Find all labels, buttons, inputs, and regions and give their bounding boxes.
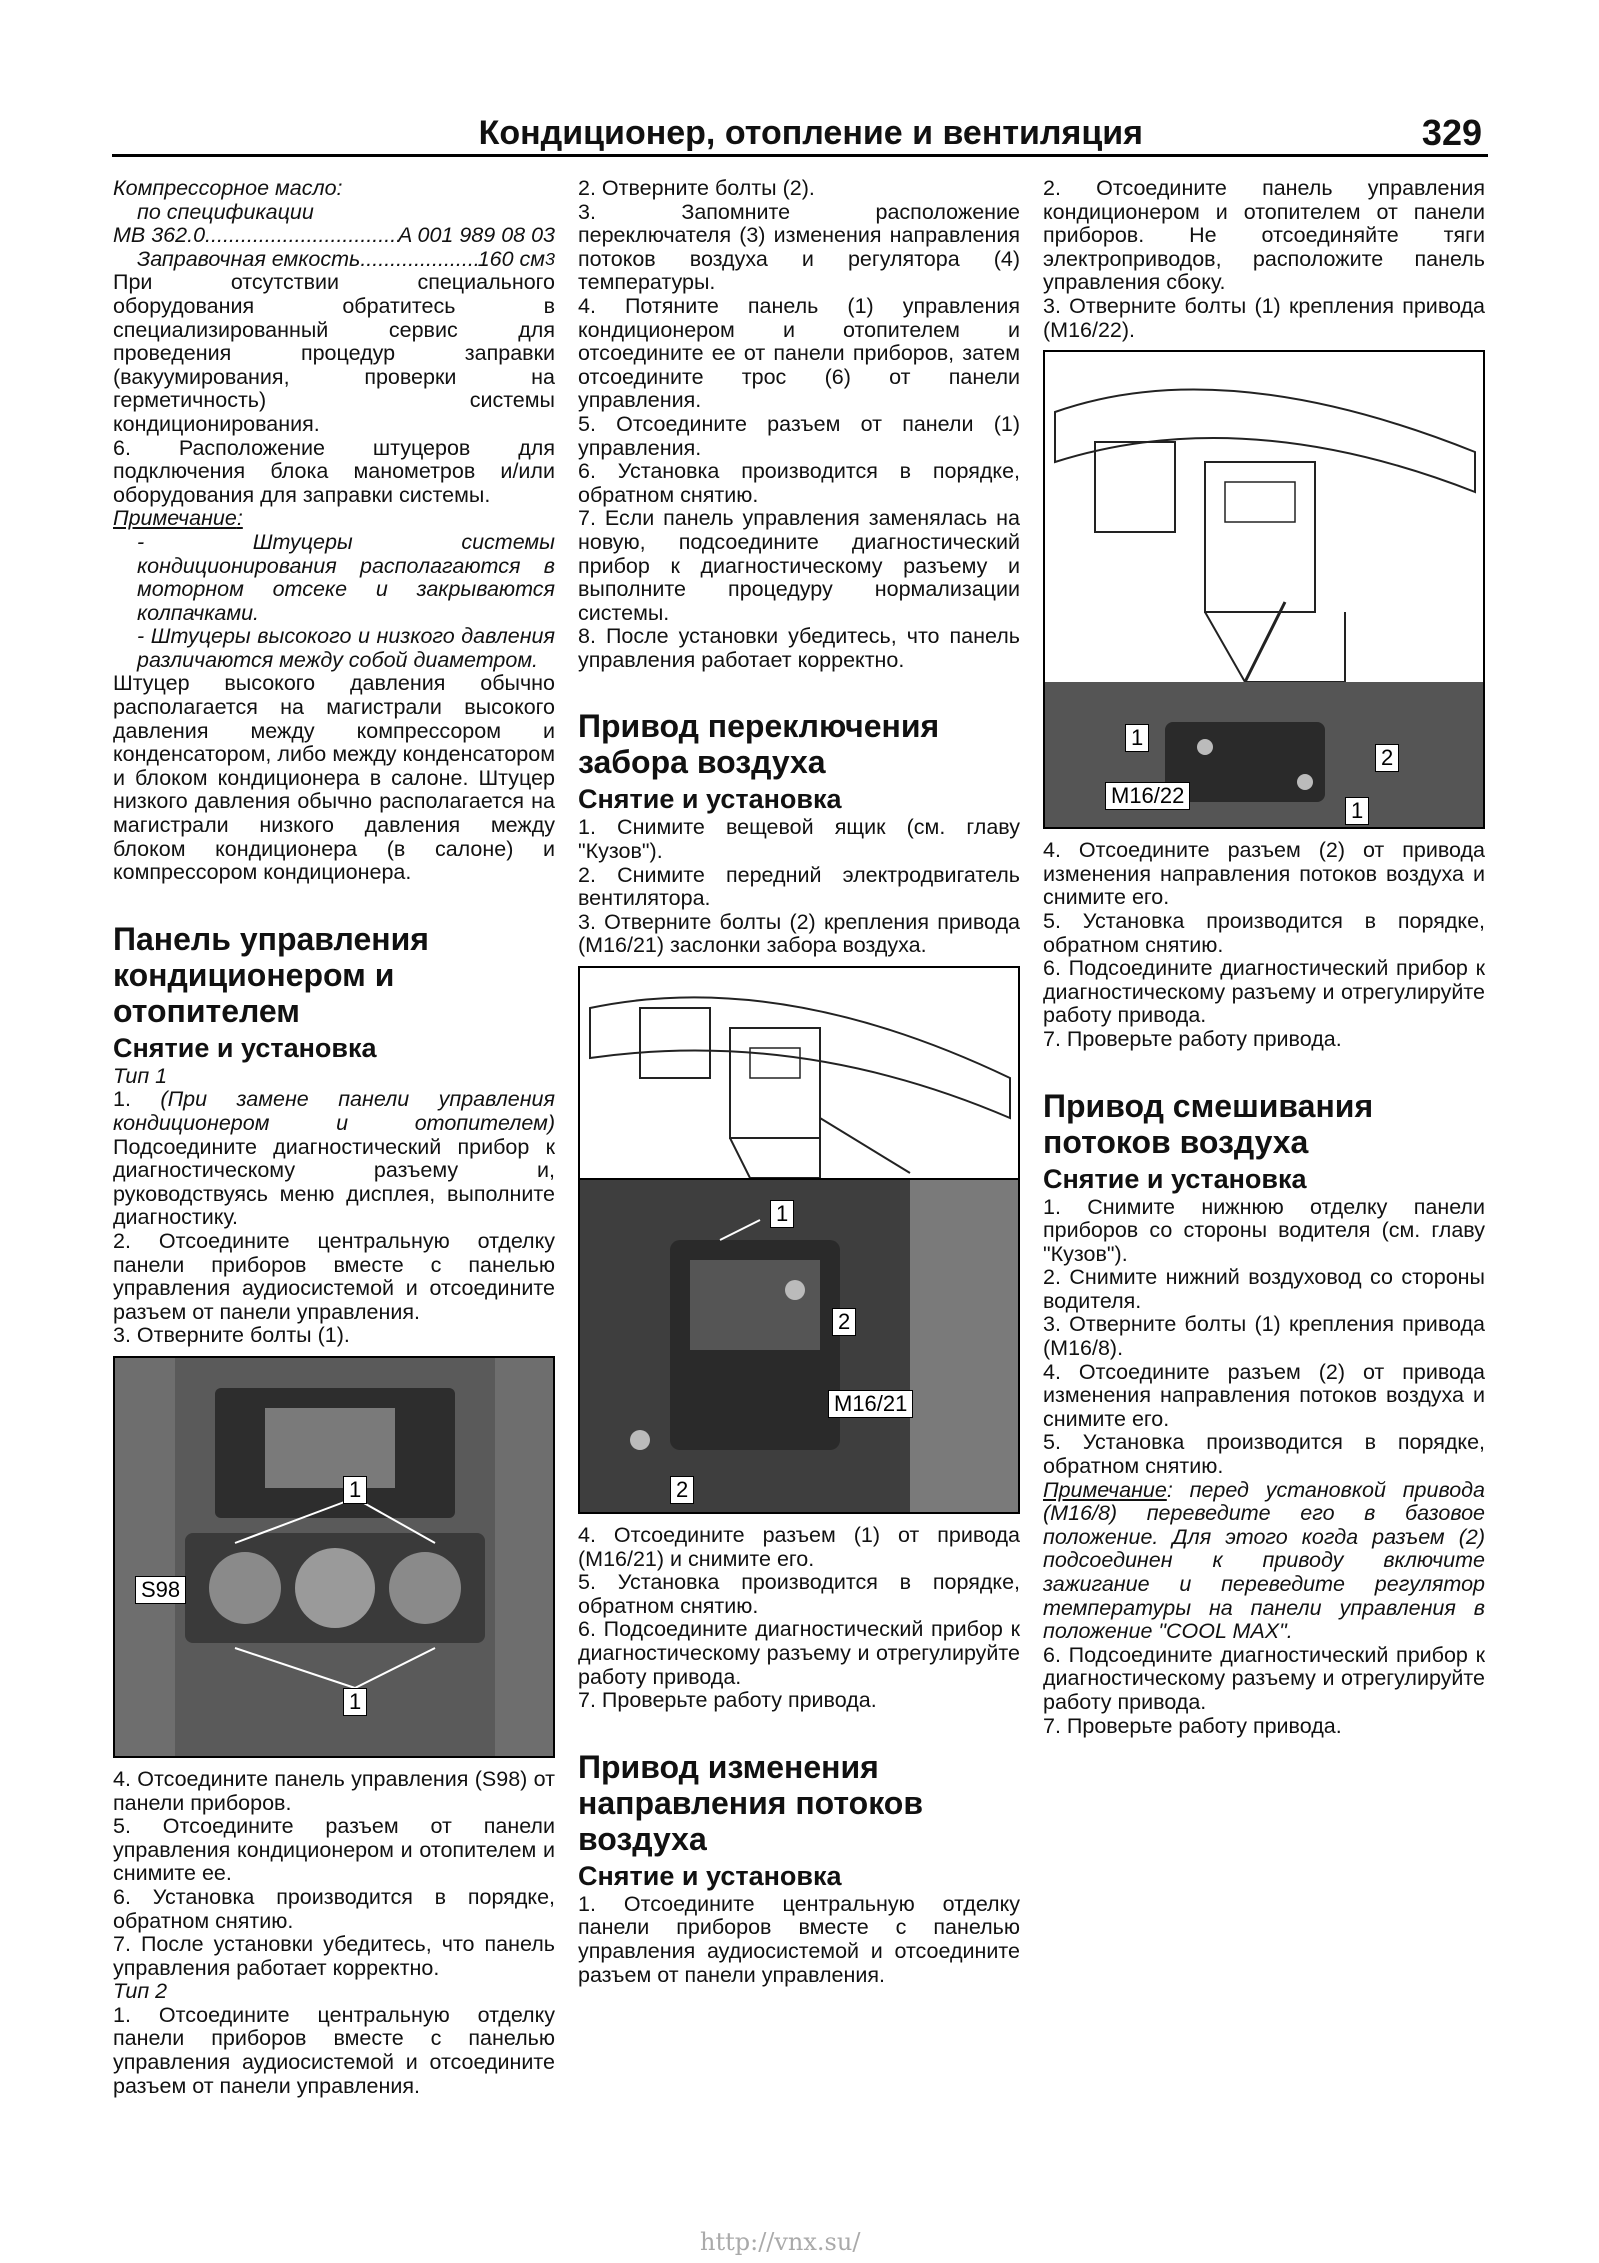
step: 6. Подсоедините диагностический прибор к диагностическому разъему и отрегулируйте работу привода. — [1043, 1642, 1485, 1714]
step: 6. Расположение штуцеров для подключения блока манометров и/или оборудования для заправки системы. — [113, 435, 555, 507]
paragraph: При отсутствии специального оборудования обратитесь в специализированный сервис для проведения процедур заправки (вакуумирования, проверки на герметичность) системы кондиционирования. — [113, 270, 555, 436]
leader-dots — [360, 248, 477, 272]
dashboard-line-art-2 — [1045, 352, 1485, 827]
type-label: Тип 2 — [113, 1979, 168, 2004]
section-heading: Привод изменения направления потоков воздуха — [578, 1748, 923, 1857]
spec-mb-value: A 001 989 08 03 — [397, 223, 555, 248]
page-header — [112, 108, 1488, 157]
section-heading: Панель управления кондиционером и отопителем — [113, 920, 429, 1029]
step: 1. Отсоедините центральную отделку панели приборов вместе с панелью управления аудиосистемой и отсоедините разъем от панели управления. — [578, 1891, 1020, 1987]
callout-1b: 1 — [343, 1688, 367, 1716]
step: 5. Отсоедините разъем от панели управления кондиционером и отопителем и снимите ее. — [113, 1814, 555, 1886]
step: 5. Установка производится в порядке, обратном снятию. — [1043, 908, 1485, 957]
callout-1b: 1 — [1345, 797, 1369, 825]
step: 2. Снимите передний электродвигатель вентилятора. — [578, 862, 1020, 911]
step: 1. Отсоедините центральную отделку панели приборов вместе с панелью управления аудиосистемой и отсоедините разъем от панели управления. — [113, 2002, 555, 2098]
step: 1. (При замене панели управления кондиционером и отопителем) Подсоедините диагностический прибор к диагностическому разъему и, руководствуясь меню дисплея, выполните диагностику. — [113, 1087, 555, 1230]
step: 6. Подсоедините диагностический прибор к диагностическому разъему и отрегулируйте работу привода. — [1043, 956, 1485, 1028]
spec-sub: по спецификации — [137, 199, 314, 224]
step: 6. Установка производится в порядке, обратном снятию. — [113, 1884, 555, 1933]
control-panel-photo — [113, 1356, 555, 1758]
callout-s98: S98 — [135, 1576, 186, 1604]
step: 6. Установка производится в порядке, обратном снятию. — [578, 459, 1020, 507]
air-intake-actuator-photo — [578, 1178, 1020, 1514]
callout-1: 1 — [770, 1200, 794, 1228]
spec-cap-sup: 3 — [545, 248, 555, 269]
spec-mb-label: MB 362.0 — [113, 223, 206, 248]
step: 4. Отсоедините разъем (2) от привода изменения направления потоков воздуха и снимите его. — [1043, 838, 1485, 910]
step: 7. Проверьте работу привода. — [1043, 1026, 1342, 1051]
note: Примечание: перед установкой привода (M16/8) переведите его в базовое положение. Для этого когда разъем (2) подсоединен к приводу включите зажигание и переведите регулятор температуры на панели управления в положение "COOL MAX". — [1043, 1477, 1485, 1644]
actuator-drawing — [580, 1180, 1020, 1512]
spec-mb-row — [113, 224, 555, 248]
step: 2. Снимите нижний воздуховод со стороны водителя. — [1043, 1265, 1485, 1313]
callout-2b: 2 — [670, 1476, 694, 1504]
step: 3. Отверните болты (1) крепления привода (M16/8). — [1043, 1312, 1485, 1361]
note-label: Примечание — [1043, 1477, 1167, 1502]
column-2 — [578, 177, 1020, 1987]
note-item: - Штуцеры высокого и низкого давления различаются между собой диаметром. — [137, 624, 555, 672]
type-label: Тип 1 — [113, 1063, 168, 1088]
step: 7. После установки убедитесь, что панель управления работает корректно. — [113, 1932, 555, 1980]
note-text: перед установкой привода (M16/8) переведите его в базовое положение. Для этого когда разъем (2) подсоединен к приводу включите зажигание и переведите регулятор температуры на панели управления в положение "COOL MAX". — [1043, 1477, 1485, 1644]
page-number: 329 — [1421, 112, 1482, 153]
section-heading: Привод смешивания потоков воздуха — [1043, 1087, 1374, 1160]
step: 5. Установка производится в порядке, обратном снятию. — [1043, 1430, 1485, 1479]
subsection-heading: Снятие и установка — [1043, 1163, 1307, 1194]
callout-1: 1 — [1125, 724, 1149, 752]
callout-2: 2 — [832, 1308, 856, 1336]
step: 2. Отверните болты (2). — [578, 176, 815, 200]
step: 4. Отсоедините разъем (2) от привода изменения направления потоков воздуха и снимите его. — [1043, 1359, 1485, 1431]
step: 3. Отверните болты (1). — [113, 1323, 350, 1348]
spec-title: Компрессорное масло: — [113, 176, 343, 200]
step: 4. Потяните панель (1) управления кондиционером и отопителем и отсоедините ее от панели приборов, затем отсоедините трос (6) от панели управления. — [578, 293, 1020, 413]
step: 5. Отсоедините разъем от панели (1) управления. — [578, 411, 1020, 460]
step: 7. Проверьте работу привода. — [1043, 1713, 1342, 1738]
step: 7. Проверьте работу привода. — [578, 1688, 877, 1713]
dashboard-drawing — [578, 966, 1020, 1180]
step: 2. Отсоедините центральную отделку панели приборов вместе с панелью управления аудиосистемой и отсоедините разъем от панели управления. — [113, 1228, 555, 1324]
step: 4. Отсоедините разъем (1) от привода (M16/21) и снимите его. — [578, 1523, 1020, 1571]
subsection-heading: Снятие и установка — [578, 1860, 842, 1891]
dashboard-drawing-2 — [1043, 350, 1485, 829]
step: 1. Снимите вещевой ящик (см. главу "Кузов"). — [578, 815, 1020, 864]
chapter-title: Кондиционер, отопление и вентиляция — [478, 114, 1143, 152]
callout-1: 1 — [343, 1476, 367, 1504]
footer-url[interactable]: http://vnx.su/ — [700, 2228, 861, 2256]
step: 1. Снимите нижнюю отделку панели приборов со стороны водителя (см. главу "Кузов"). — [1043, 1194, 1485, 1266]
step: 3. Отверните болты (1) крепления привода (M16/22). — [1043, 293, 1485, 342]
spec-cap-label: Заправочная емкость — [137, 246, 361, 271]
spec-cap-value: 160 см — [477, 246, 546, 271]
step: 7. Если панель управления заменялась на новую, подсоедините диагностический прибор к диагностическому разъему и выполните процедуру нормализации системы. — [578, 506, 1020, 625]
callout-m16-21: M16/21 — [828, 1390, 913, 1418]
step: 3. Запомните расположение переключателя (3) изменения направления потоков воздуха и регулятора (4) температуры. — [578, 199, 1020, 295]
control-panel-drawing — [115, 1358, 555, 1756]
step: 5. Установка производится в порядке, обратном снятию. — [578, 1570, 1020, 1618]
step: 6. Подсоедините диагностический прибор к диагностическому разъему и отрегулируйте работу привода. — [578, 1617, 1020, 1689]
step: 8. После установки убедитесь, что панель управления работает корректно. — [578, 624, 1020, 672]
paragraph: Штуцер высокого давления обычно располагается на магистрали высокого давления между компрессором и конденсатором, либо между конденсатором и блоком кондиционера в салоне. Штуцер низкого давления обычно располагается на магистрали низкого давления между блоком кондиционера (в салоне) и компрессором кондиционера. — [113, 671, 555, 885]
note-item: - Штуцеры системы кондиционирования располагаются в моторном отсеке и закрываются колпачками. — [137, 529, 555, 625]
step: 2. Отсоедините панель управления кондиционером и отопителем от панели приборов. Не отсоединяйте тяги электроприводов, расположите панель управления сбоку. — [1043, 176, 1485, 295]
callout-2: 2 — [1375, 744, 1399, 772]
leader-dots — [205, 224, 398, 248]
step: 4. Отсоедините панель управления (S98) от панели приборов. — [113, 1766, 555, 1815]
column-1: Компрессорное масло: по спецификации MB 362.0 ..... A 001 989 08 03 Заправочная емкость ..... 160 см 3 При отсутствии специального оборудования обратитесь в специализированный сервис для проведения процедур заправки (вакуумирования, проверки на герметичность) системы кондиционирования. 6. Расположение штуцеров для подключения блока манометров и/или оборудования для заправки системы. Примечание: - Штуцеры системы кондиционирования располагаются в моторном отсеке и закрываются колпачками. - Штуцеры высокого и низкого давления различаются между собой диаметром. Штуцер высокого давления обычно располагается на магистрали высокого давления между компрессором и конденсатором, либо между конденсатором и блоком кондиционера в салоне. Штуцер низкого давления обычно располагается на магистрали низкого давления между блоком кондиционера (в салоне) и компрессором кондиционера. Панель управления кондиционером и отопителем Снятие и установка Тип 1 1. (При замене панели управления кондиционером и отопителем) Подсоедините диагностический прибор к диагностическому разъему и, руководствуясь меню дисплея, выполните диагностику. 2. Отсоедините центральную отделку панели приборов вместе с панелью управления аудиосистемой и отсоедините разъем от панели управления. 3. Отверните болты (1). 1 S98 1 4. Отсоедините панель управления (S98) от панели приборов. 5. Отсоедините разъем от панели управления кондиционером и отопителем и снимите ее. 6. Установка производится в порядке, обратном снятию. 7. После установки убедитесь, что панель управления работает корректно. Тип 2 1. Отсоедините центральную отделку панели приборов вместе с панелью управления аудиосистемой и отсоедините разъем от панели управления. — [113, 177, 555, 2098]
subsection-heading: Снятие и установка — [578, 784, 842, 815]
subsection-heading: Снятие и установка — [113, 1032, 377, 1063]
dashboard-line-art — [580, 968, 1020, 1178]
column-3 — [1043, 177, 1485, 1738]
note-label: Примечание — [113, 506, 237, 531]
callout-m16-22: M16/22 — [1105, 782, 1190, 810]
section-heading: Привод переключения забора воздуха — [578, 708, 940, 781]
step: 3. Отверните болты (2) крепления привода (M16/21) заслонки забора воздуха. — [578, 909, 1020, 958]
spec-cap-row — [113, 248, 555, 272]
